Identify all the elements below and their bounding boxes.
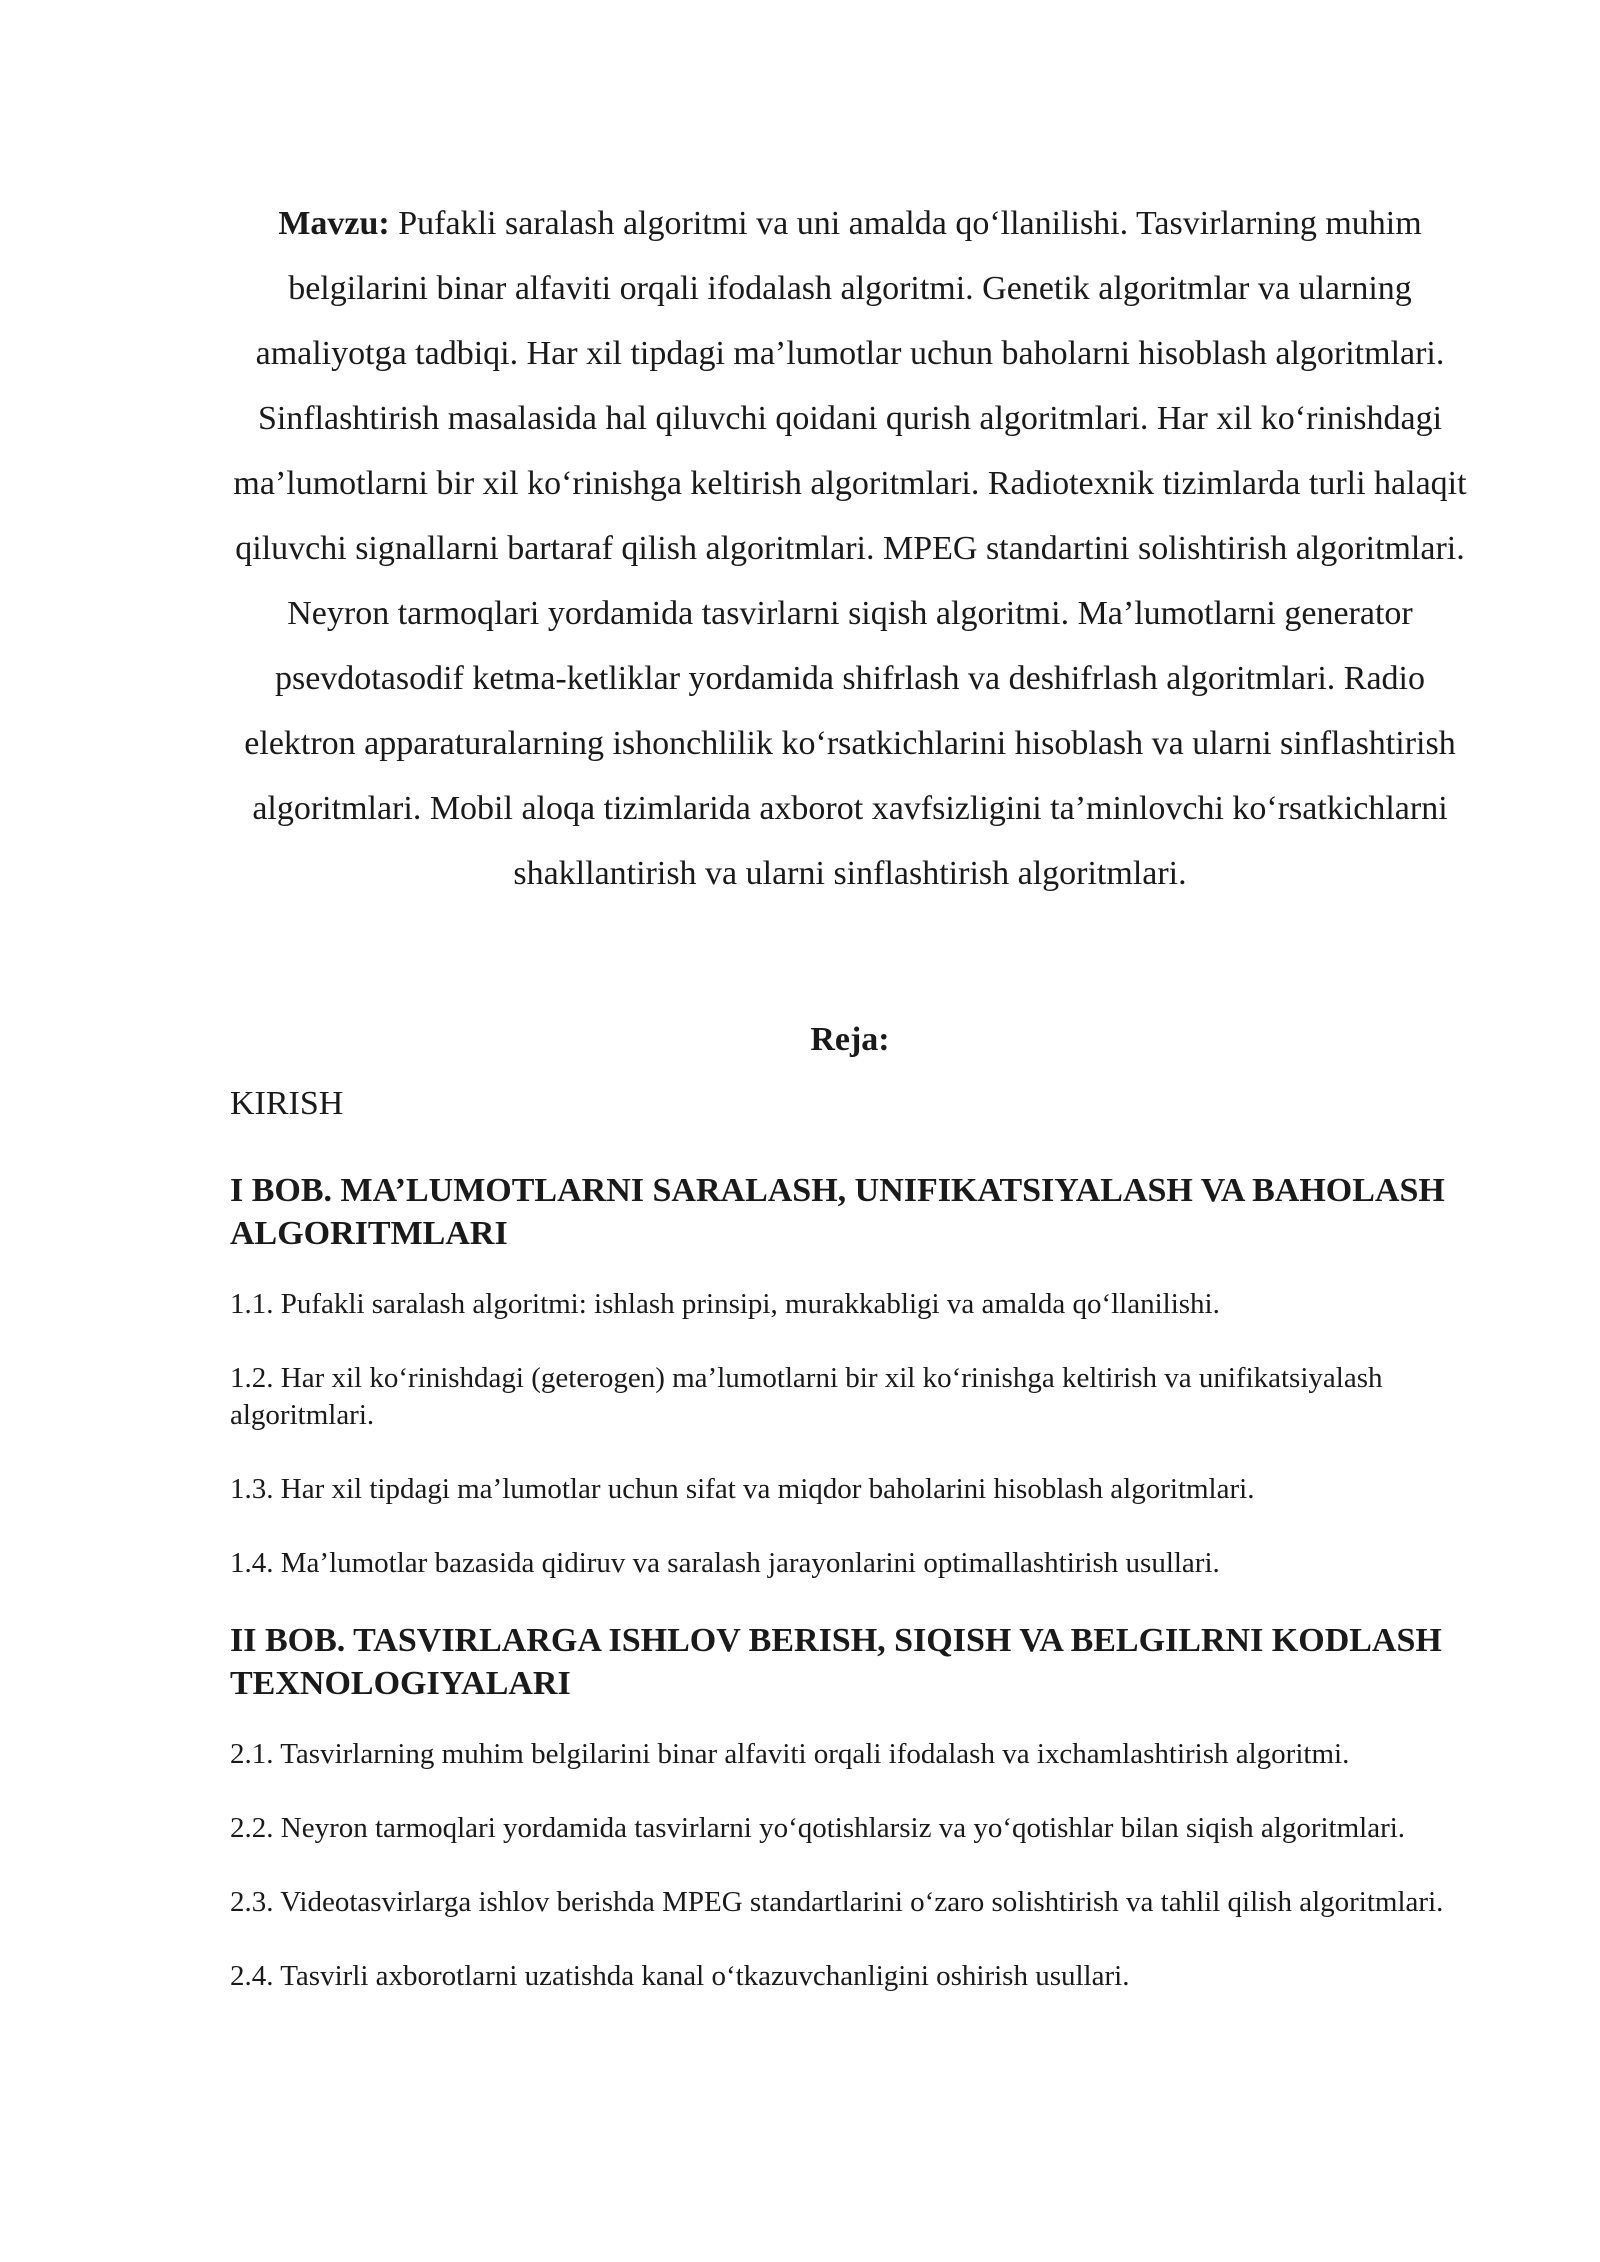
section-1-4: 1.4. Ma’lumotlar bazasida qidiruv va saralash jarayonlarini optimallashtirish usullari.: [230, 1547, 1220, 1579]
chapter-2-title: II BOB. TASVIRLARGA ISHLOV BERISH, SIQISH VA BELGILRNI KODLASH TEXNOLOGIYALARI: [230, 1622, 1442, 1702]
section-2-1: 2.1. Tasvirlarning muhim belgilarini binar alfaviti orqali ifodalash va ixchamlashtirish algoritmi.: [230, 1738, 1350, 1770]
intro-heading: KIRISH: [230, 1085, 344, 1122]
chapter-1-title: I BOB. MA’LUMOTLARNI SARALASH, UNIFIKATSIYALASH VA BAHOLASH ALGORITMLARI: [230, 1172, 1445, 1252]
section-2-3: 2.3. Videotasvirlarga ishlov berishda MPEG standartlarini o‘zaro solishtirish va tahlil qilish algoritmlari.: [230, 1886, 1444, 1918]
section-2-2: 2.2. Neyron tarmoqlari yordamida tasvirlarni yo‘qotishlarsiz va yo‘qotishlar bilan siqish algoritmlari.: [230, 1812, 1406, 1844]
plan-title: Reja:: [810, 1021, 890, 1058]
section-1-1: 1.1. Pufakli saralash algoritmi: ishlash prinsipi, murakkabligi va amalda qo‘llanilishi.: [230, 1288, 1220, 1320]
plan-body: [230, 1082, 1490, 2032]
topic-paragraph: [230, 191, 1470, 906]
section-1-3: 1.3. Har xil tipdagi ma’lumotlar uchun sifat va miqdor baholarini hisoblash algoritmlari.: [230, 1473, 1255, 1505]
topic-text: Pufakli saralash algoritmi va uni amalda qo‘llanilishi. Tasvirlarning muhim belgilarini binar alfaviti orqali ifodalash algoritmi. Genetik algoritmlar va ularning amaliyotga tadbiqi. Har xil tipdagi ma’lumotlar uchun baholarni hisoblash algoritmlari. Sinflashtirish masalasida hal qiluvchi qoidani qurish algoritmlari. Har xil ko‘rinishdagi ma’lumotlarni bir xil ko‘rinishga keltirish algoritmlari. Radiotexnik tizimlarda turli halaqit qiluvchi signallarni bartaraf qilish algoritmlari. MPEG standartini solishtirish algoritmlari. Neyron tarmoqlari yordamida tasvirlarni siqish algoritmi. Ma’lumotlarni generator psevdotasodif ketma-ketliklar yordamida shifrlash va deshifrlash algoritmlari. Radio elektron apparaturalarning ishonchlilik ko‘rsatkichlarini hisoblash va ularni sinflashtirish algoritmlari. Mobil aloqa tizimlarida axborot xavfsizligini ta’minlovchi ko‘rsatkichlarni shakllantirish va ularni sinflashtirish algoritmlari.: [233, 205, 1467, 892]
section-2-4: 2.4. Tasvirli axborotlarni uzatishda kanal o‘tkazuvchanligini oshirish usullari.: [230, 1960, 1130, 1992]
section-1-2: 1.2. Har xil ko‘rinishdagi (geterogen) ma’lumotlarni bir xil ko‘rinishga keltirish va unifikatsiyalash algoritmlari.: [230, 1362, 1383, 1431]
topic-label: Mavzu:: [278, 205, 390, 242]
